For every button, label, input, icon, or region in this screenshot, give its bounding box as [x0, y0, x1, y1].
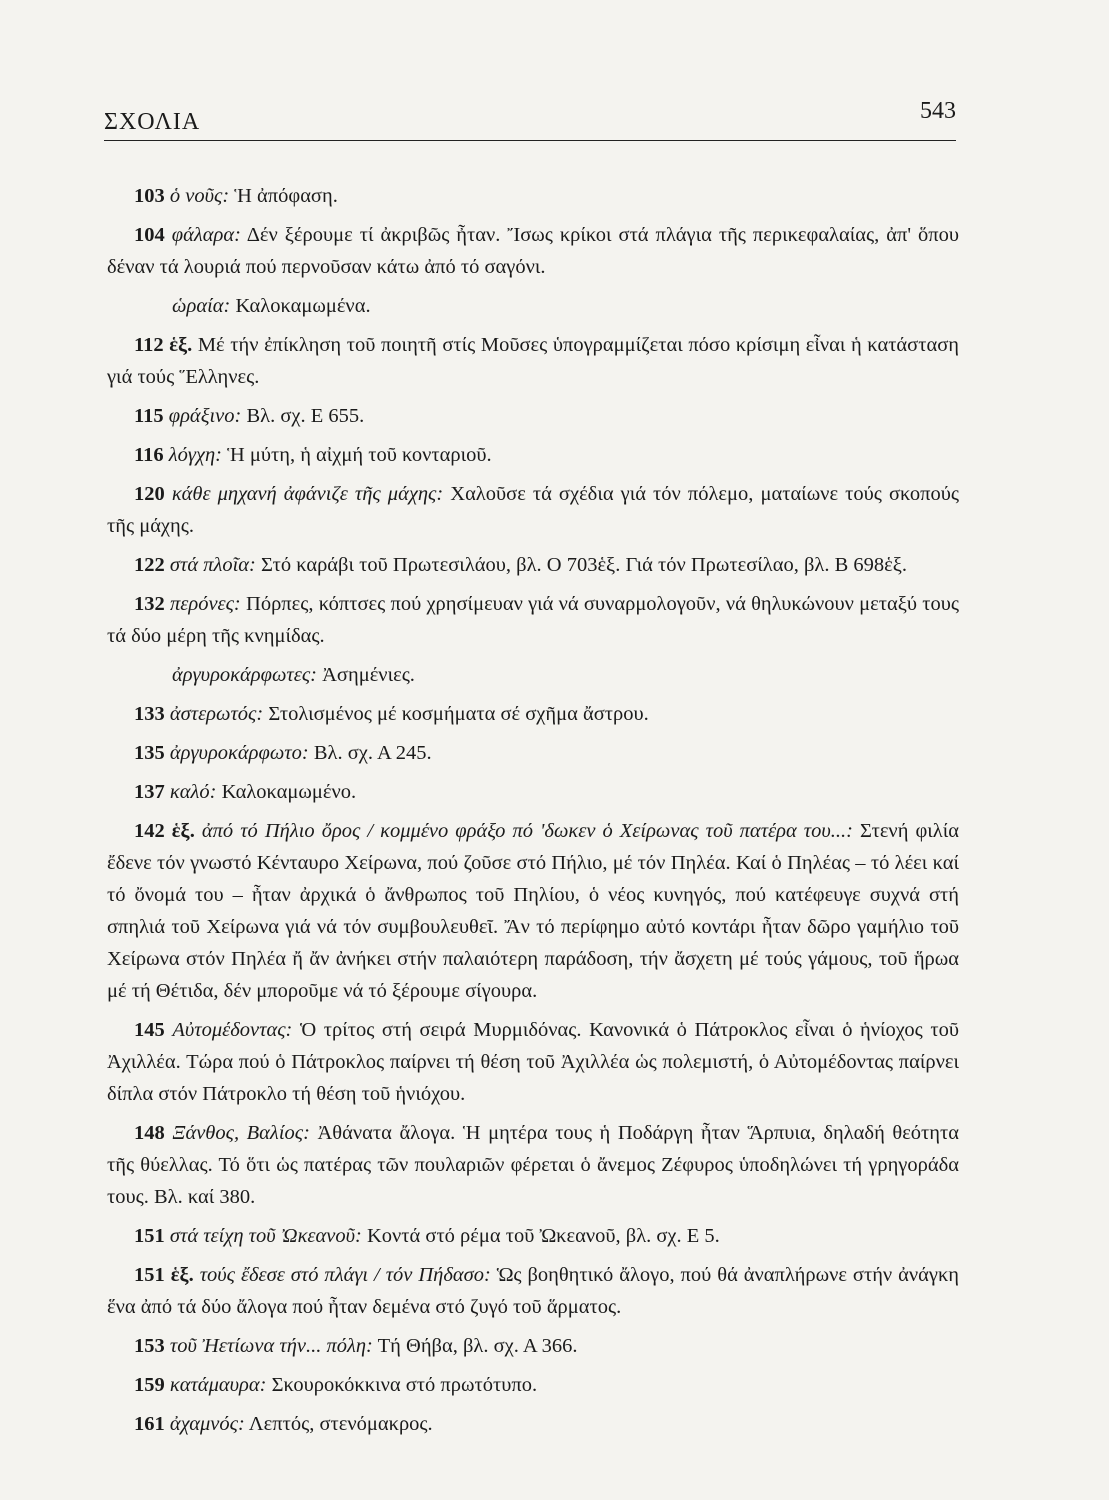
note-lemma: ἀπό τό Πήλιο ὄρος / κομμένο φράξο πό 'δωκεν ὁ Χείρωνας τοῦ πατέρα του...:: [201, 820, 853, 842]
note-number: 153: [134, 1335, 165, 1357]
note-text: Στό καράβι τοῦ Πρωτεσιλάου, βλ. Ο 703ἑξ. Γιά τόν Πρωτεσίλαο, βλ. Β 698ἑξ.: [261, 554, 908, 576]
note-133: [107, 698, 959, 730]
note-text: Πόρπες, κόπτσες πού χρησίμευαν γιά νά συναρμολογοῦν, νά θηλυκώνουν μεταξύ τους τά δύο μέρη τῆς κνημίδας.: [107, 593, 960, 647]
note-text: Στολισμένος μέ κοσμήματα σέ σχῆμα ἄστρου.: [268, 703, 649, 725]
note-text: Ἡ μύτη, ἡ αἰχμή τοῦ κονταριοῦ.: [227, 444, 492, 466]
note-153: [107, 1330, 959, 1362]
note-number: 104: [134, 224, 165, 246]
note-number: 161: [134, 1413, 165, 1435]
note-number: 145: [134, 1019, 165, 1041]
note-137: [107, 776, 959, 808]
note-lemma: στά πλοῖα:: [169, 554, 256, 576]
note-text: Ἀσημένιες.: [322, 664, 415, 686]
note-number: 151 ἑξ.: [134, 1264, 194, 1286]
note-text: Δέν ξέρουμε τί ἀκριβῶς ἦταν. Ἴσως κρίκοι στά πλάγια τῆς περικεφαλαίας, ἀπ' ὅπου δέναν τά λουριά πού περνοῦσαν κάτω ἀπό τό σαγόνι.: [107, 224, 960, 278]
note-104-sub: [107, 290, 959, 322]
note-number: 159: [134, 1374, 165, 1396]
note-number: 120: [134, 483, 165, 505]
note-number: 122: [134, 554, 165, 576]
note-lemma: περόνες:: [170, 593, 241, 615]
note-number: 132: [134, 593, 165, 615]
note-number: 142 ἑξ.: [134, 820, 195, 842]
note-lemma: λόγχη:: [168, 444, 222, 466]
note-lemma: ἀργυροκάρφωτες:: [172, 664, 317, 686]
note-lemma: ὁ νοῦς:: [169, 185, 230, 207]
note-number: 135: [134, 742, 165, 764]
note-lemma: ἀστερωτός:: [169, 703, 264, 725]
note-text: Ὁ τρίτος στή σειρά Μυρμιδόνας. Κανονικά ὁ Πάτροκλος εἶναι ὁ ἡνίοχος τοῦ Ἀχιλλέα. Τώρα πού ὁ Πάτροκλος παίρνει τή θέση τοῦ Ἀχιλλέα ὡς πολεμιστή, ὁ Αὐτομέδοντας παίρνει δίπλα στόν Πάτροκλο τή θέση τοῦ ἡνιόχου.: [107, 1019, 960, 1105]
note-number: 112 ἑξ.: [134, 334, 193, 356]
note-number: 148: [134, 1122, 165, 1144]
note-103: [107, 180, 959, 212]
note-132: [107, 588, 959, 652]
note-lemma: καλό:: [169, 781, 217, 803]
note-lemma: τοῦ Ἠετίωνα τήν... πόλη:: [169, 1335, 373, 1357]
note-151: [107, 1220, 959, 1252]
note-145: [107, 1014, 959, 1110]
note-lemma: τούς ἔδεσε στό πλάγι / τόν Πήδασο:: [199, 1264, 491, 1286]
note-142: [107, 815, 959, 1007]
note-116: [107, 439, 959, 471]
note-161: [107, 1408, 959, 1440]
note-lemma: ἀχαμνός:: [169, 1413, 245, 1435]
note-text: Καλοκαμωμένα.: [235, 295, 371, 317]
note-lemma: φράξινο:: [168, 405, 242, 427]
note-112: [107, 329, 959, 393]
note-lemma: ὡραία:: [172, 295, 231, 317]
page-header: [104, 96, 956, 141]
note-lemma: ἀργυροκάρφωτο:: [169, 742, 309, 764]
note-text: Σκουροκόκκινα στό πρωτότυπο.: [271, 1374, 538, 1396]
note-number: 151: [134, 1225, 165, 1247]
note-text: Βλ. σχ. Ε 655.: [246, 405, 365, 427]
note-text: Ἀθάνατα ἄλογα. Ἡ μητέρα τους ἡ Ποδάργη ἦταν Ἅρπυια, δηλαδή θεότητα τῆς θύελλας. Τό ὅτι ὡς πατέρας τῶν πουλαριῶν φέρεται ὁ ἄνεμος Ζέφυρος ὑποδηλώνει τή γρηγοράδα τους. Βλ. καί 380.: [107, 1122, 959, 1208]
note-text: Ὡς βοηθητικό ἄλογο, πού θά ἀναπλήρωνε στήν ἀνάγκη ἕνα ἀπό τά δύο ἄλογα πού ἦταν δεμένα στό ζυγό τοῦ ἅρματος.: [107, 1264, 959, 1318]
note-number: 137: [134, 781, 165, 803]
note-text: Κοντά στό ρέμα τοῦ Ὠκεανοῦ, βλ. σχ. Ε 5.: [366, 1225, 720, 1247]
note-151ff: [107, 1259, 959, 1323]
note-number: 116: [134, 444, 164, 466]
running-head: ΣΧΟΛΙΑ: [104, 109, 201, 135]
notes-list: [107, 180, 959, 1447]
note-text: Βλ. σχ. Α 245.: [313, 742, 432, 764]
note-text: Καλοκαμωμένο.: [221, 781, 357, 803]
note-122: [107, 549, 959, 581]
note-text: Ἡ ἀπόφαση.: [234, 185, 338, 207]
page-number: 543: [920, 98, 956, 124]
note-text: Στενή φιλία ἔδενε τόν γνωστό Κένταυρο Χείρωνα, πού ζοῦσε στό Πήλιο, μέ τόν Πηλέα. Καί ὁ Πηλέας – τό λέει καί τό ὄνομά του – ἦταν ἀρχικά ὁ ἄνθρωπος τοῦ Πηλίου, ὁ νέος κυνηγός, πού κατέφευγε συχνά στή σπηλιά τοῦ Χείρωνα γιά νά τόν συμβουλευθεῖ. Ἄν τό περίφημο αὐτό κοντάρι ἦταν δῶρο γαμήλιο τοῦ Χείρωνα στόν Πηλέα ἤ ἄν ἀνήκει στήν παλαιότερη παράδοση, τήν ἄσχετη μέ τούς γάμους, τοῦ ἥρωα μέ τή Θέτιδα, δέν μποροῦμε νά τό ξέρουμε σίγουρα.: [107, 820, 960, 1002]
note-104: [107, 219, 959, 283]
note-text: Λεπτός, στενόμακρος.: [248, 1413, 433, 1435]
note-text: Τή Θήβα, βλ. σχ. Α 366.: [377, 1335, 578, 1357]
note-text: Μέ τήν ἐπίκληση τοῦ ποιητῆ στίς Μοῦσες ὑπογραμμίζεται πόσο κρίσιμη εἶναι ἡ κατάσταση γιά τούς Ἕλληνες.: [107, 334, 959, 388]
note-lemma: στά τείχη τοῦ Ὠκεανοῦ:: [169, 1225, 362, 1247]
note-159: [107, 1369, 959, 1401]
note-115: [107, 400, 959, 432]
note-135: [107, 737, 959, 769]
note-lemma: κάθε μηχανή ἀφάνιζε τῆς μάχης:: [171, 483, 444, 505]
note-132-sub: [107, 659, 959, 691]
note-lemma: Ξάνθος, Βαλίος:: [172, 1122, 310, 1144]
note-text: Χαλοῦσε τά σχέδια γιά τόν πόλεμο, ματαίωνε τούς σκοπούς τῆς μάχης.: [107, 483, 960, 537]
note-number: 103: [134, 185, 165, 207]
note-lemma: κατάμαυρα:: [169, 1374, 267, 1396]
note-number: 115: [134, 405, 164, 427]
note-number: 133: [134, 703, 165, 725]
note-lemma: φάλαρα:: [171, 224, 241, 246]
note-148: [107, 1117, 959, 1213]
note-120: [107, 478, 959, 542]
note-lemma: Αὐτομέδοντας:: [172, 1019, 293, 1041]
